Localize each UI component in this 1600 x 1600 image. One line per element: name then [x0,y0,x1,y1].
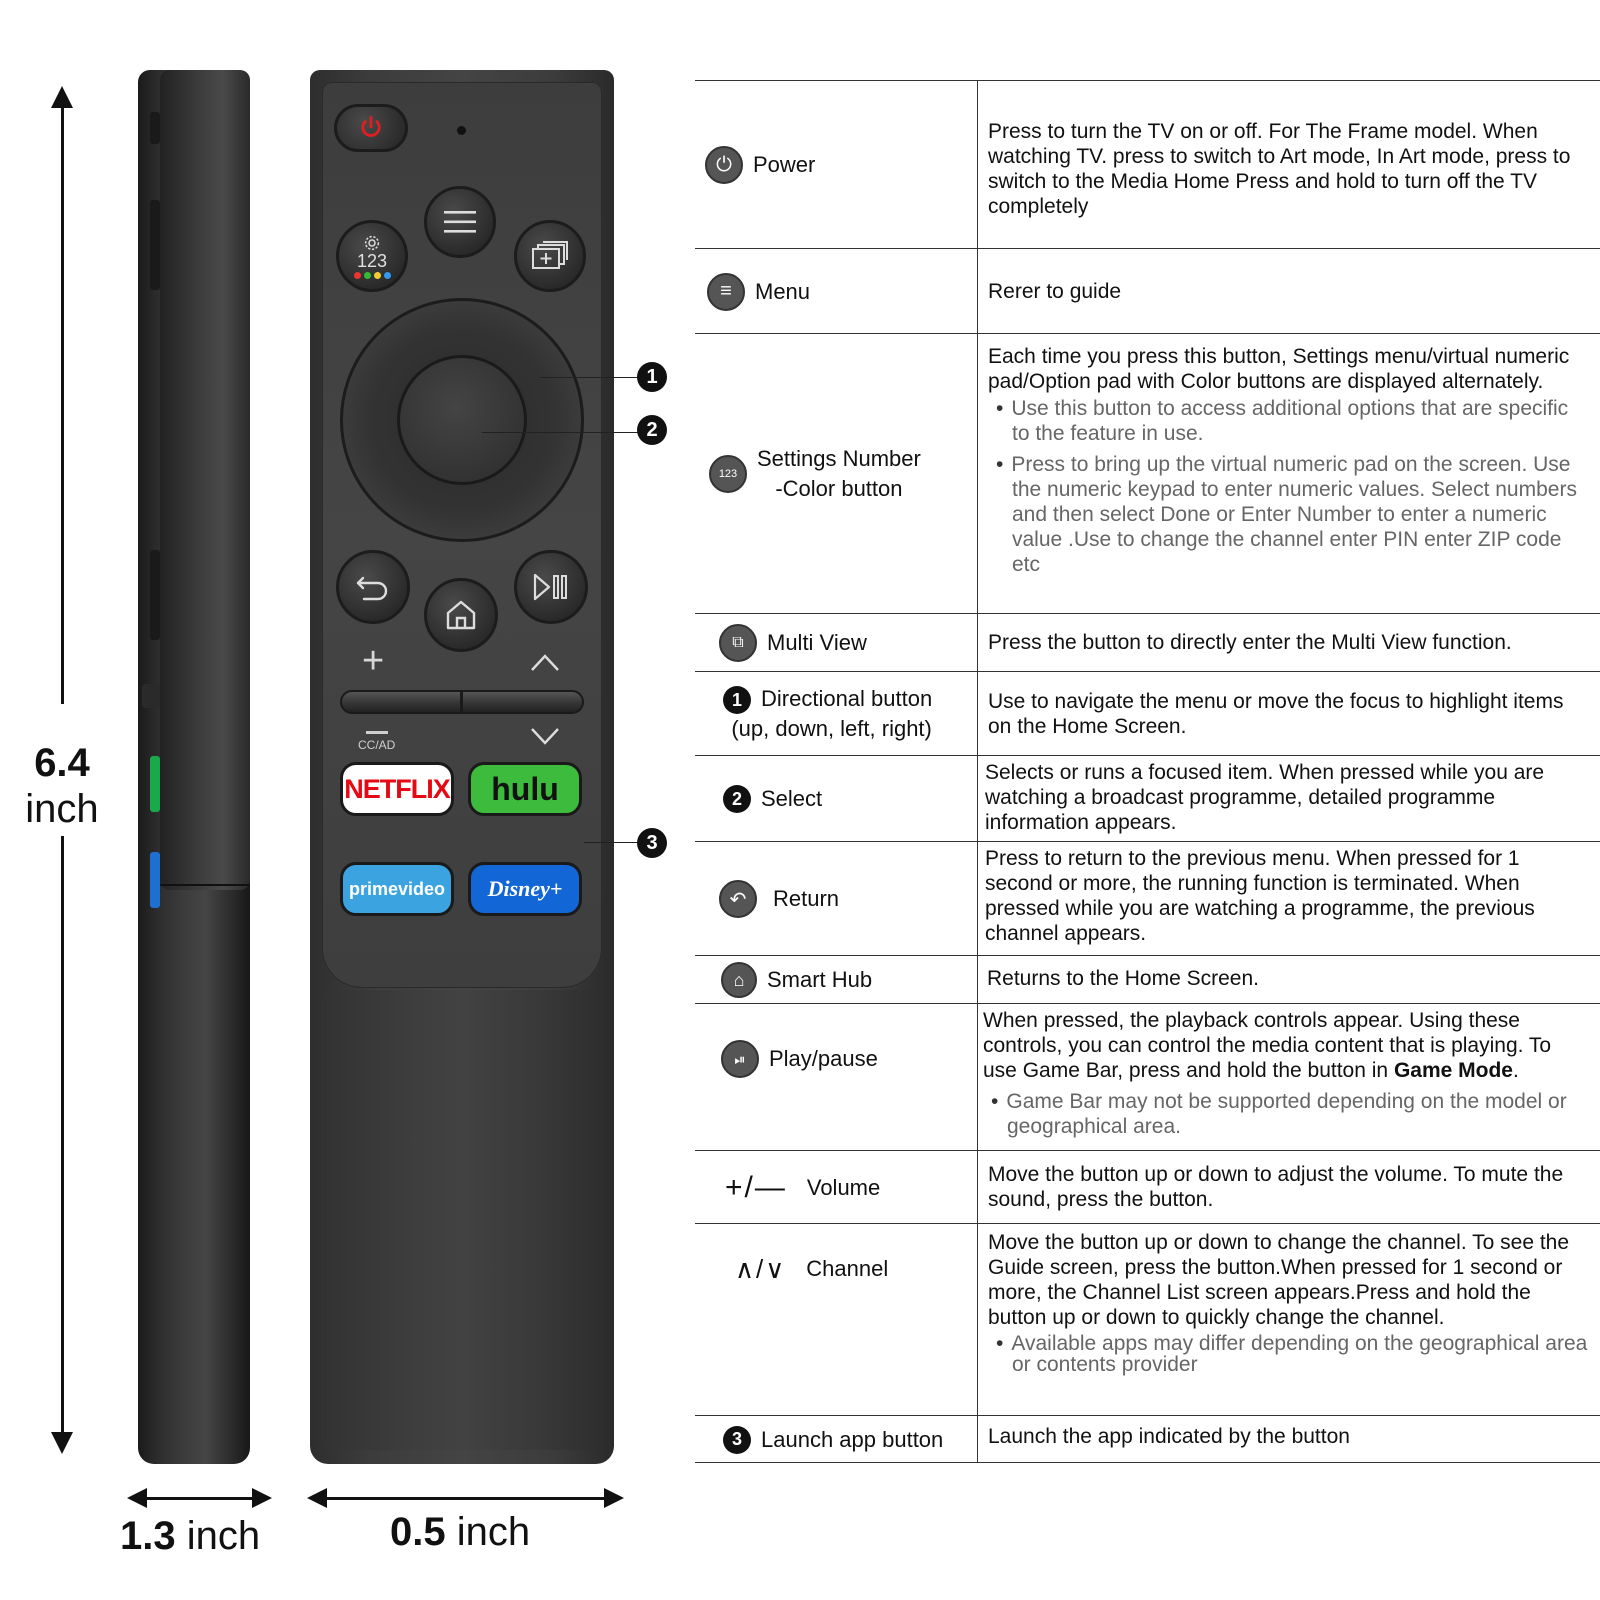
volume-label: Volume [806,1174,881,1200]
play-pause-desc-c: . [1512,1059,1519,1082]
red-dot [354,272,361,279]
callout-3-marker: 3 [637,828,667,858]
launch-app-label-cell [695,1416,977,1463]
depth-arrow-right [252,1488,272,1508]
multi-view-icon: ⧉ [719,624,757,662]
directional-label-2: (up, down, left, right) [731,716,932,741]
callout-2-leader [482,432,640,433]
menu-description: Rerer to guide [988,280,1122,303]
blue-dot [384,272,391,279]
select-description: Selects or runs a focused item. When pressed while you are watching a broadcast programme, detailed programme information appears. [985,761,1545,834]
side-power-key [150,112,160,144]
power-label: Power [753,152,816,177]
width-arrow-right [604,1488,624,1508]
table-column-divider [977,80,978,1462]
side-menu-key [150,200,160,290]
width-dimension [390,1510,530,1555]
multi-view-icon [530,240,570,272]
remote-home-button[interactable] [424,578,498,652]
channel-bullet-1: • Available apps may differ depending on the geographical area or contents provider [988,1333,1588,1375]
depth-value: 1.3 [120,1514,176,1558]
table-row-smart-hub [695,955,1600,1003]
return-label: Return [773,886,840,911]
table-row-play-pause [695,1003,1600,1150]
remote-return-button[interactable] [336,550,410,624]
gear-icon [362,234,382,252]
remote-side-seam [160,884,250,886]
remote-play-pause-button[interactable] [514,550,588,624]
settings-number-label: 123 [356,250,388,271]
height-line-upper [61,104,64,704]
power-description: Press to turn the TV on or off. For The Frame model. When watching TV. press to switch to Art mode, In Art mode, press to switch to the Media Home Press and hold to turn off the TV completely [988,120,1571,218]
table-row-power [695,80,1600,248]
channel-glyph: ∧/∨ [735,1253,787,1284]
volume-minus-glyph [366,731,388,734]
yellow-dot [374,272,381,279]
remote-side-face [160,70,250,890]
side-blue-key [150,852,160,908]
height-line-lower [61,836,64,1434]
play-pause-desc-a: When pressed, the playback controls appear. Using these controls, you can control the media content that is playing. To use Game Bar, press and hold the button in [983,1009,1552,1082]
table-row-settings [695,333,1600,613]
settings-description: Each time you press this button, Settings menu/virtual numeric pad/Option pad with Color buttons are displayed alternately. [988,345,1570,393]
green-dot [364,272,371,279]
play-pause-label-cell [695,1004,977,1114]
play-pause-bullet-1: • Game Bar may not be supported depending on the model or geographical area. [983,1089,1588,1139]
launch-app-label: Launch app button [761,1426,944,1452]
table-row-directional [695,671,1600,755]
return-description: Press to return to the previous menu. When pressed for 1 second or more, the running function is terminated. When pressed while you are watching a programme, the previous channel appears. [985,847,1535,945]
smart-hub-label-cell [695,956,977,1004]
height-arrow-bottom [51,1432,73,1454]
remote-battery-cover [322,990,602,1450]
return-label-cell [695,842,977,956]
side-nav-key [150,550,160,640]
multi-view-label-cell [695,614,977,672]
width-value: 0.5 [390,1510,446,1554]
table-bottom-border [695,1462,1600,1463]
remote-settings-number-button[interactable] [336,220,408,292]
height-value: 6.4 [34,741,90,785]
hulu-button[interactable]: hulu [468,762,582,816]
play-pause-icon [532,572,570,602]
channel-label-cell [695,1224,977,1314]
settings-label-2: -Color button [775,476,903,501]
return-icon [355,572,391,602]
play-pause-desc-b: Game Mode [1393,1059,1513,1082]
color-dots [354,272,391,279]
settings-label-cell [695,334,977,614]
home-icon [444,598,478,632]
prime-video-button[interactable]: primevideo [340,862,454,916]
width-arrow-left [307,1488,327,1508]
multi-view-description: Press the button to directly enter the Multi View function. [988,631,1512,654]
directional-label: Directional button [761,686,933,711]
table-row-channel [695,1223,1600,1415]
table-row-launch-app [695,1415,1600,1462]
menu-icon [443,209,477,235]
return-icon: ↶ [719,880,757,918]
menu-label: Menu [755,278,811,304]
settings-label: Settings Number [757,446,921,471]
callout-2-marker: 2 [637,415,667,445]
smart-hub-label: Smart Hub [767,967,873,992]
settings-label-group [757,444,921,504]
microphone-hole [457,126,466,135]
callout-2-badge: 2 [723,785,751,813]
power-icon: ⏻ [705,146,743,184]
callout-3-badge: 3 [723,1426,751,1454]
depth-arrow-left [127,1488,147,1508]
play-pause-description-cell [983,1008,1588,1139]
power-label-cell [695,81,977,249]
width-unit: inch [456,1510,531,1554]
disney-plus-button[interactable]: Disney+ [468,862,582,916]
directional-label-cell [695,672,977,756]
launch-app-description: Launch the app indicated by the button [988,1425,1350,1448]
callout-3-leader [584,842,640,843]
volume-label-cell [695,1151,977,1224]
multi-view-label: Multi View [767,630,867,655]
callout-1-leader [540,377,640,378]
select-button[interactable] [397,355,527,485]
width-line [325,1497,607,1500]
play-pause-label: Play/pause [769,1046,878,1071]
remote-menu-button[interactable] [424,186,496,258]
channel-down-icon [530,726,560,746]
rocker-divider [460,690,463,714]
menu-label-cell [695,249,977,334]
netflix-button[interactable]: NETFLIX [340,762,454,816]
depth-unit: inch [186,1514,261,1558]
side-green-key [150,756,160,812]
table-row-menu [695,248,1600,333]
depth-dimension [120,1514,260,1559]
table-row-select [695,755,1600,841]
side-rocker-key [142,684,160,708]
select-label: Select [761,786,823,811]
cc-ad-label: CC/AD [358,738,396,752]
channel-description-cell [988,1230,1588,1375]
channel-up-icon [530,652,560,672]
remote-multi-view-button[interactable] [514,220,586,292]
depth-line [145,1497,253,1500]
table-row-multi-view [695,613,1600,671]
home-icon: ⌂ [721,962,757,998]
settings-number-icon: 123 [709,455,747,493]
menu-icon: ≡ [707,273,745,311]
table-row-return [695,841,1600,955]
table-row-volume [695,1150,1600,1223]
channel-description: Move the button up or down to change the channel. To see the Guide screen, press the button.When pressed for 1 second or more, the Channel List screen appears.Press and hold the button up or down to quickly change the channel. [988,1231,1570,1329]
height-dimension [0,740,124,832]
settings-bullet-1: • Use this button to access additional options that are specific to the feature in use. [988,396,1588,446]
directional-description: Use to navigate the menu or move the focus to highlight items on the Home Screen. [988,690,1564,738]
volume-plus-glyph: + [362,640,385,682]
settings-bullet-2: • Press to bring up the virtual numeric pad on the screen. Use the numeric keypad to enter numeric values. Select numbers and then select Done or Enter Number to enter a numeric value .Use to change the channel enter PIN enter ZIP code etc [988,452,1588,577]
power-icon [357,114,385,142]
play-pause-icon: ⏯ [721,1040,759,1078]
remote-power-button[interactable] [334,104,408,152]
height-unit: inch [25,787,99,831]
play-pause-description [983,1008,1588,1083]
volume-glyph: +/— [725,1170,787,1204]
callout-1-badge: 1 [723,686,751,714]
directional-label-group [731,684,933,744]
select-label-cell [695,756,977,842]
settings-description-cell [988,344,1588,577]
channel-label: Channel [806,1256,889,1281]
callout-1-marker: 1 [637,362,667,392]
volume-description: Move the button up or down to adjust the volume. To mute the sound, press the button. [988,1163,1564,1211]
smart-hub-description: Returns to the Home Screen. [987,967,1259,990]
